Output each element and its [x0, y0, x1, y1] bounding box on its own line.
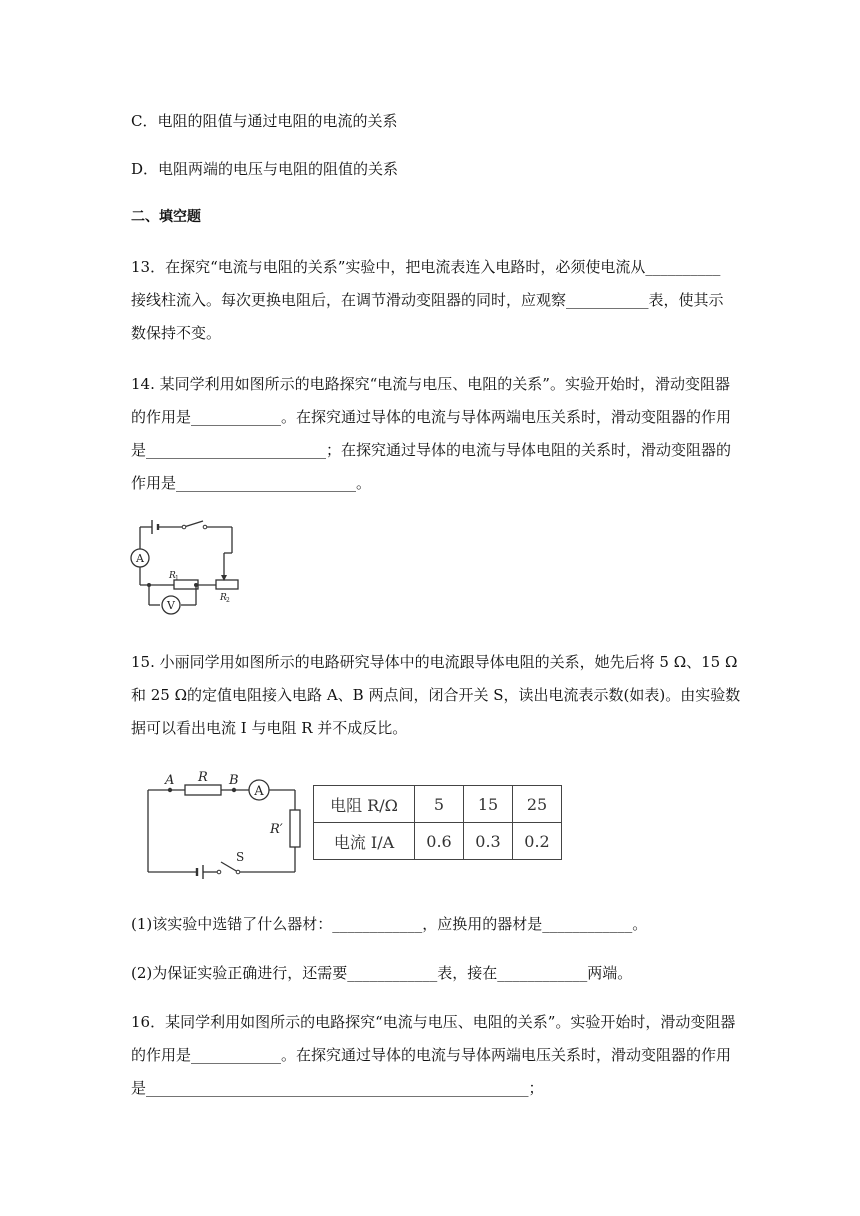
ammeter-2-label: A [254, 784, 264, 799]
question-13-line-3: 数保持不变。 [131, 324, 222, 342]
table-row [314, 823, 562, 860]
resistance-header: 电阻 R/Ω [314, 786, 415, 823]
table-cell: 5 [415, 786, 464, 823]
switch-blade [184, 521, 203, 527]
switch-s-label: S [236, 850, 245, 864]
point-b-label: B [229, 773, 239, 788]
resistor-r-label: R [198, 770, 208, 785]
question-15-sub-2: (2)为保证实验正确进行，还需要____________表，接在____________两端。 [131, 964, 633, 982]
circuit-diagram-1 [128, 515, 240, 621]
question-14-line-2: 的作用是____________。在探究通过导体的电流与导体两端电压关系时，滑动变阻器的作用 [131, 408, 732, 426]
question-14-line-1: 14. 某同学利用如图所示的电路探究“电流与电压、电阻的关系”。实验开始时，滑动变阻器 [131, 375, 730, 393]
rheostat-label: R′ [270, 822, 283, 837]
data-table [313, 785, 562, 860]
r2-rheostat [216, 580, 238, 589]
point-a-label: A [165, 773, 175, 788]
question-13-line-1: 13．在探究“电流与电阻的关系”实验中，把电流表连入电路时，必须使电流从__________ [131, 258, 721, 276]
question-14-line-4: 作用是________________________。 [131, 474, 372, 492]
r1-subscript: 1 [175, 575, 179, 582]
question-16-line-3: 是___________________________________________________； [131, 1079, 544, 1097]
question-15-line-3: 据可以看出电流 I 与电阻 R 并不成反比。 [131, 719, 408, 737]
table-cell: 15 [464, 786, 513, 823]
circuit-diagram-2 [145, 765, 305, 885]
table-cell: 0.3 [464, 823, 513, 860]
table-row [314, 786, 562, 823]
r1-label: R [169, 571, 176, 581]
option-d: D．电阻两端的电压与电阻的阻值的关系 [131, 160, 399, 178]
section-heading: 二、填空题 [131, 209, 201, 225]
r2-subscript: 2 [226, 597, 230, 604]
ammeter-1-label: A [136, 552, 144, 565]
current-header: 电流 I/A [314, 823, 415, 860]
question-14-line-3: 是________________________；在探究通过导体的电流与导体电阻的关系时，滑动变阻器的 [131, 441, 732, 459]
question-16-line-1: 16．某同学利用如图所示的电路探究“电流与电压、电阻的关系”。实验开始时，滑动变阻器 [131, 1013, 736, 1031]
rheostat-r-prime [290, 810, 300, 847]
r2-label: R [220, 593, 227, 603]
question-16-line-2: 的作用是____________。在探究通过导体的电流与导体两端电压关系时，滑动变阻器的作用 [131, 1046, 732, 1064]
question-15-line-1: 15. 小丽同学用如图所示的电路研究导体中的电流跟导体电阻的关系，她先后将 5 Ω、15 Ω [131, 653, 738, 671]
question-15-sub-1: (1)该实验中选错了什么器材：____________，应换用的器材是____________。 [131, 915, 648, 933]
table-cell: 0.2 [513, 823, 562, 860]
table-cell: 25 [513, 786, 562, 823]
voltmeter-label: V [167, 599, 175, 612]
option-c: C．电阻的阻值与通过电阻的电流的关系 [131, 112, 398, 130]
question-15-line-2: 和 25 Ω的定值电阻接入电路 A、B 两点间，闭合开关 S，读出电流表示数(如表)。由实验数 [131, 686, 741, 704]
table-cell: 0.6 [415, 823, 464, 860]
question-13-line-2: 接线柱流入。每次更换电阻后，在调节滑动变阻器的同时，应观察___________表，使其示 [131, 291, 724, 309]
resistor-r [185, 785, 221, 795]
